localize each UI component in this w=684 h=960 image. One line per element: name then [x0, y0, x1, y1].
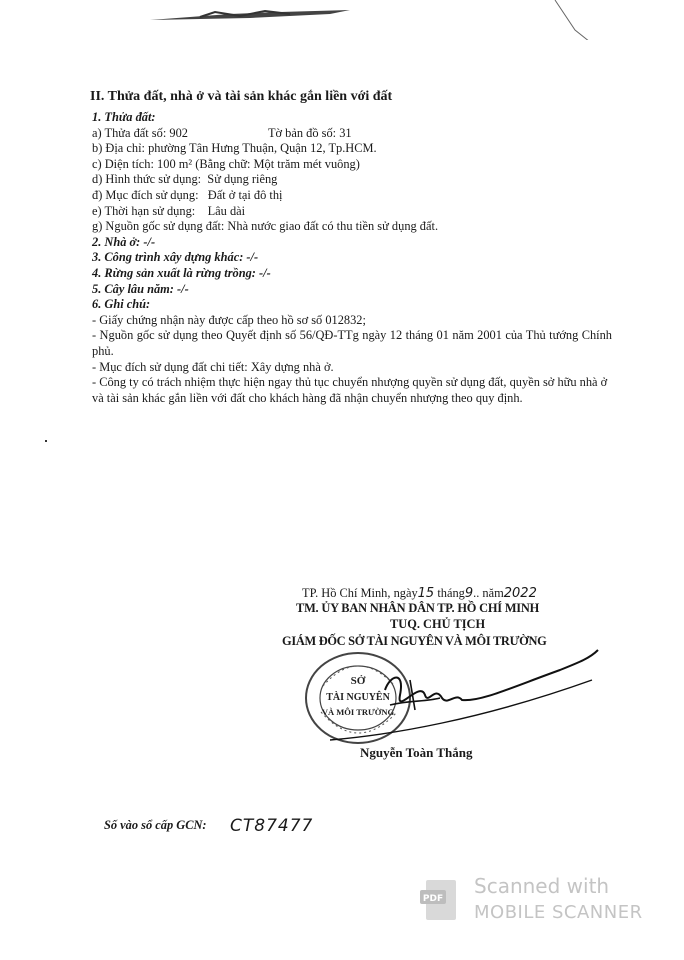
- address-row: b) Địa chỉ: phường Tân Hưng Thuận, Quận 12, Tp.HCM.: [92, 141, 377, 156]
- area-row: [92, 157, 612, 173]
- note-item: - Nguồn gốc sử dụng theo Quyết định số 56/QĐ-TTg ngày 12 tháng 01 năm 2001 của Thủ tướng Chính phủ.: [92, 328, 612, 358]
- place-date: TP. Hồ Chí Minh, ngày15 tháng9.. năm2022: [302, 586, 537, 601]
- month-label: tháng: [437, 586, 465, 600]
- area-words: (Bằng chữ: Một trăm mét vuông): [195, 156, 360, 171]
- seal-line-1: SỞ: [350, 675, 366, 687]
- parcel-label: a) Thửa đất số:: [92, 125, 167, 140]
- construction-item: 3. Công trình xây dựng khác: -/-: [92, 250, 259, 265]
- parcel-number: 902: [169, 125, 188, 140]
- parcel-row: [92, 126, 612, 142]
- scan-edge-smear: [0, 0, 684, 40]
- scanner-watermark: [418, 874, 658, 926]
- note-item: - Giấy chứng nhận này được cấp theo hồ sơ số 012832;: [92, 312, 366, 327]
- org-line-2: TUQ. CHỦ TỊCH: [390, 617, 486, 631]
- registration-label: Số vào sổ cấp GCN:: [104, 818, 207, 832]
- map-sheet-number: 31: [339, 125, 352, 140]
- month-handwritten: 9: [464, 586, 474, 601]
- house-item: 2. Nhà ở: -/-: [92, 234, 156, 249]
- pdf-icon: [418, 876, 462, 924]
- map-sheet-label: Tờ bản đồ số:: [267, 125, 337, 140]
- area-label: c) Diện tích:: [92, 156, 154, 171]
- seal-line-2: TÀI NGUYÊN: [326, 692, 390, 703]
- org-line-3: GIÁM ĐỐC SỞ TÀI NGUYÊN VÀ MÔI TRƯỜNG: [282, 634, 547, 648]
- origin-row: g) Nguồn gốc sử dụng đất: Nhà nước giao đất có thu tiền sử dụng đất.: [92, 219, 439, 234]
- notes-heading: 6. Ghi chú:: [92, 297, 151, 312]
- section-title: II. Thửa đất, nhà ở và tài sản khác gắn liền với đất: [90, 89, 393, 104]
- year-handwritten: 2022: [503, 586, 537, 601]
- place-label: TP. Hồ Chí Minh, ngày: [302, 586, 418, 600]
- signer-name: Nguyễn Toàn Thắng: [360, 745, 473, 760]
- land-details: [92, 110, 612, 406]
- note-item: - Công ty có trách nhiệm thực hiện ngay thủ tục chuyển nhượng quyền sử dụng đất, quyền sở hữu nhà ở và tài sản khác gắn liền với đất cho khách hàng đã nhận chuyển nhượng theo quy định.: [92, 375, 608, 405]
- term-row: e) Thời hạn sử dụng: Lâu dài: [92, 203, 246, 218]
- forest-item: 4. Rừng sản xuất là rừng trồng: -/-: [92, 265, 271, 280]
- purpose-row: đ) Mục đích sử dụng: Đất ở tại đô thị: [92, 187, 283, 202]
- org-line-1: TM. ỦY BAN NHÂN DÂN TP. HỒ CHÍ MINH: [296, 601, 540, 615]
- note-item: - Mục đích sử dụng đất chi tiết: Xây dựng nhà ở.: [92, 359, 334, 374]
- area-value: 100 m²: [157, 156, 193, 171]
- day-handwritten: 15: [417, 586, 435, 601]
- scan-speck: [45, 440, 47, 442]
- year-label: năm: [482, 586, 504, 600]
- watermark-line-1: Scanned with: [474, 874, 610, 898]
- registration-number-handwritten: CT87477: [230, 816, 314, 836]
- seal-line-3: VÀ MÔI TRƯỜNG: [321, 707, 395, 717]
- svg-text:PDF: PDF: [422, 894, 444, 904]
- perennial-item: 5. Cây lâu năm: -/-: [92, 281, 189, 296]
- watermark-line-2: MOBILE SCANNER: [474, 902, 643, 923]
- handwritten-signature: [330, 640, 600, 750]
- usage-form-row: d) Hình thức sử dụng: Sử dụng riêng: [92, 172, 278, 187]
- land-heading: 1. Thửa đất:: [92, 110, 156, 124]
